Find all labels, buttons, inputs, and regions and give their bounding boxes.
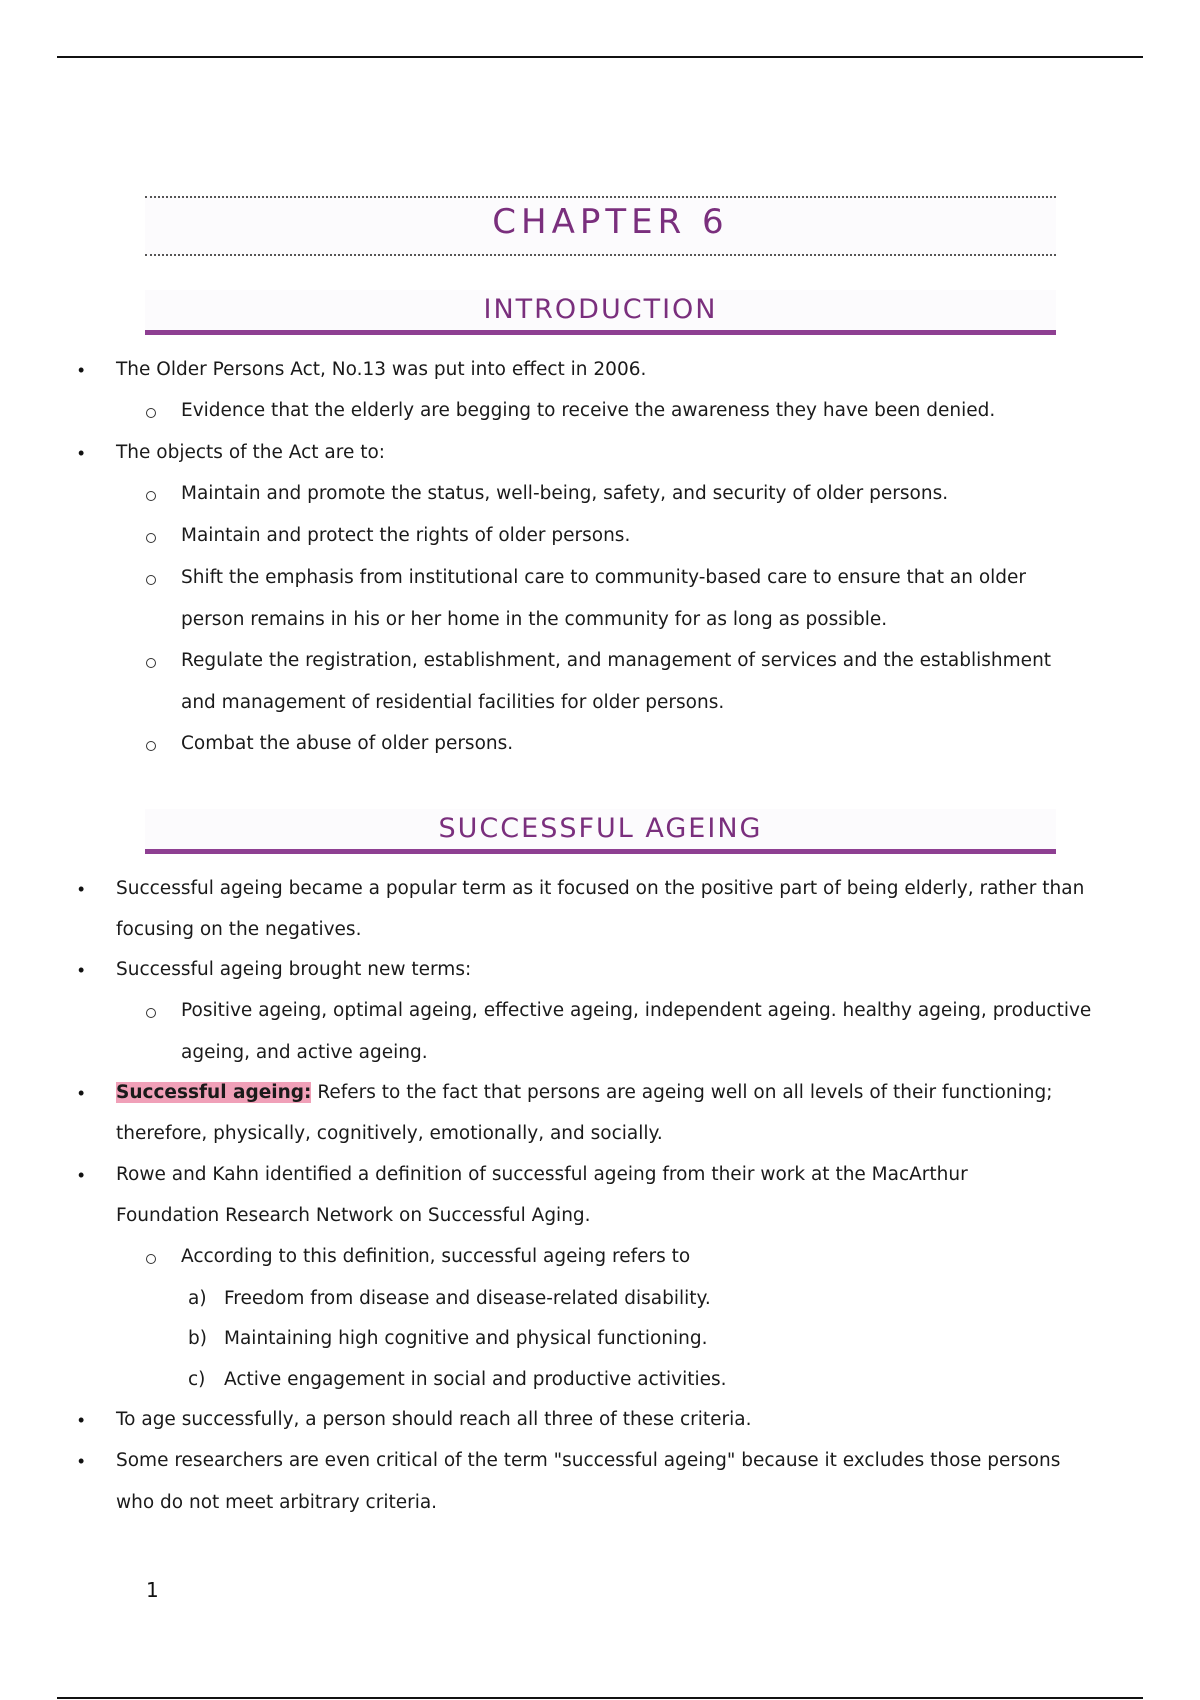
criterion-marker: c): [188, 1369, 206, 1390]
ageing-bullet-4-line2: Foundation Research Network on Successful Aging.: [116, 1205, 591, 1226]
definition-text: Refers to the fact that persons are ageing well on all levels of their functioning;: [311, 1082, 1053, 1103]
circle-bullet-icon: [146, 741, 156, 751]
criterion-item: Freedom from disease and disease-related disability.: [224, 1288, 711, 1309]
intro-sub-5-line2: and management of residential facilities for older persons.: [181, 692, 725, 713]
bullet-icon: •: [78, 360, 85, 380]
intro-bullet-2: The objects of the Act are to:: [116, 442, 386, 463]
page-number: 1: [146, 1578, 159, 1602]
bullet-icon: •: [78, 443, 85, 463]
ageing-sub-1-line2: ageing, and active ageing.: [181, 1042, 428, 1063]
introduction-heading: INTRODUCTION: [145, 290, 1056, 335]
ageing-bullet-2: Successful ageing brought new terms:: [116, 959, 472, 980]
bullet-icon: •: [78, 1410, 85, 1430]
circle-bullet-icon: [146, 658, 156, 668]
bullet-icon: •: [78, 1451, 85, 1471]
chapter-title-box: [145, 196, 1056, 256]
criterion-marker: a): [188, 1288, 207, 1309]
criterion-item: Maintaining high cognitive and physical functioning.: [224, 1328, 708, 1349]
ageing-bullet-6-line2: who do not meet arbitrary criteria.: [116, 1492, 438, 1513]
intro-sub-2: Maintain and promote the status, well-being, safety, and security of older persons.: [181, 483, 949, 504]
highlighted-term: Successful ageing:: [116, 1082, 312, 1103]
ageing-sub-1-line1: Positive ageing, optimal ageing, effective ageing, independent ageing. healthy ageing, productive: [181, 1000, 1092, 1021]
intro-sub-4-line2: person remains in his or her home in the community for as long as possible.: [181, 609, 888, 630]
circle-bullet-icon: [146, 1254, 156, 1264]
intro-sub-6: Combat the abuse of older persons.: [181, 733, 514, 754]
ageing-bullet-4-line1: Rowe and Kahn identified a definition of successful ageing from their work at the MacArthur: [116, 1164, 968, 1185]
ageing-bullet-1-line1: Successful ageing became a popular term as it focused on the positive part of being elderly, rather than: [116, 878, 1085, 899]
bullet-icon: •: [78, 1165, 85, 1185]
intro-sub-4-line1: Shift the emphasis from institutional care to community-based care to ensure that an older: [181, 567, 1027, 588]
bullet-icon: •: [78, 879, 85, 899]
successful-ageing-heading: SUCCESSFUL AGEING: [145, 809, 1056, 854]
header-rule: [57, 56, 1143, 58]
circle-bullet-icon: [146, 1008, 156, 1018]
circle-bullet-icon: [146, 575, 156, 585]
criterion-item: Active engagement in social and productive activities.: [224, 1369, 727, 1390]
ageing-bullet-3-line2: therefore, physically, cognitively, emotionally, and socially.: [116, 1123, 663, 1144]
circle-bullet-icon: [146, 408, 156, 418]
chapter-title: CHAPTER 6: [492, 202, 729, 242]
ageing-bullet-5: To age successfully, a person should reach all three of these criteria.: [116, 1409, 752, 1430]
bullet-icon: •: [78, 1083, 85, 1103]
footer-rule: [57, 1697, 1143, 1699]
circle-bullet-icon: [146, 491, 156, 501]
intro-sub-3: Maintain and protect the rights of older persons.: [181, 525, 631, 546]
ageing-sub-2: According to this definition, successful ageing refers to: [181, 1246, 691, 1267]
criterion-marker: b): [188, 1328, 207, 1349]
ageing-bullet-6-line1: Some researchers are even critical of the term "successful ageing" because it excludes those persons: [116, 1450, 1061, 1471]
intro-bullet-1: The Older Persons Act, No.13 was put into effect in 2006.: [116, 359, 647, 380]
bullet-icon: •: [78, 960, 85, 980]
ageing-bullet-1-line2: focusing on the negatives.: [116, 919, 362, 940]
intro-sub-1: Evidence that the elderly are begging to receive the awareness they have been denied.: [181, 400, 996, 421]
ageing-bullet-3-line1: [116, 1081, 1052, 1105]
intro-sub-5-line1: Regulate the registration, establishment, and management of services and the establishment: [181, 650, 1052, 671]
circle-bullet-icon: [146, 533, 156, 543]
